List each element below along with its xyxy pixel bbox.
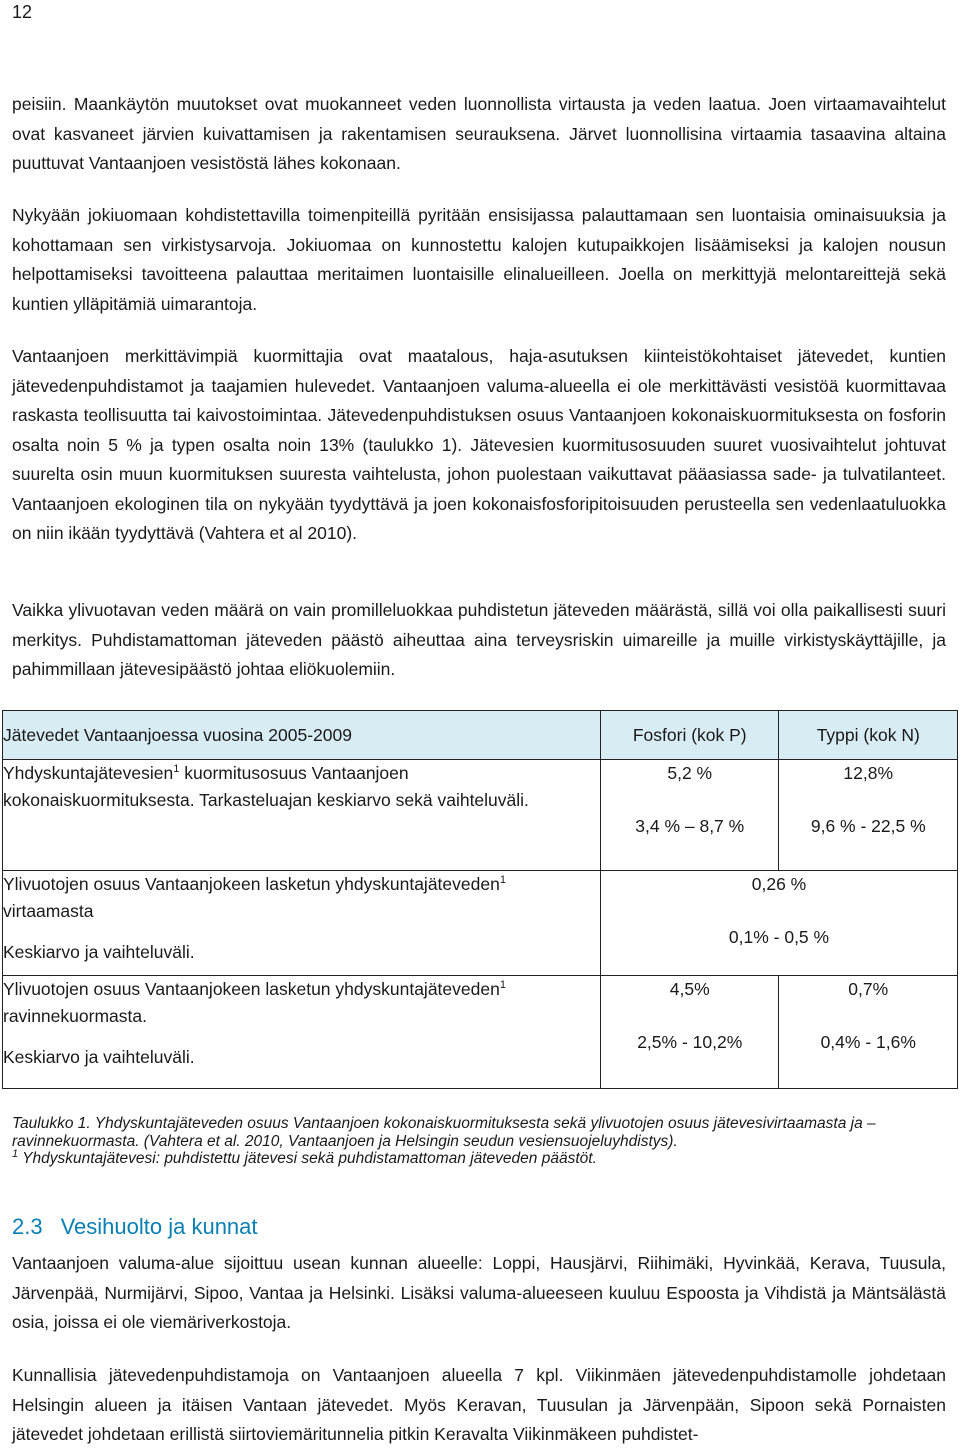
table-row [3, 976, 958, 1089]
table-row [3, 871, 958, 976]
table-header-cell: Fosfori (kok P) [601, 711, 779, 760]
table-value-cell: 5,2 % 3,4 % – 8,7 % [601, 760, 779, 871]
table-header-cell: Typpi (kok N) [779, 711, 958, 760]
page-number: 12 [12, 2, 33, 22]
paragraph-river-restoration: Nykyään jokiuomaan kohdistettavilla toimenpiteillä pyritään ensisijassa palauttamaan sen luontaisia ominaisuuksia ja kohottamaan sen virkistysarvoja. Jokiuomaa on kunnostettu kalojen kutupaikkojen lisäämiseksi ja kalojen nousun helpottamiseksi tavoitteena palauttaa meritaimen luontaisille elinalueilleen. Joella on merkittyjä melontareittejä sekä kuntien ylläpitämiä uimarantoja. [12, 205, 946, 314]
table-caption [12, 1115, 932, 1168]
table-value-cell: 12,8% 9,6 % - 22,5 % [779, 760, 958, 871]
table-header-cell: Jätevedet Vantaanjoessa vuosina 2005-2009 [3, 711, 601, 760]
section-heading [12, 1214, 258, 1240]
caption-footnote: $^1$ Yhdyskuntajätevesi: puhdistettu jätevesi sekä puhdistamattoman jäteveden päästöt. [12, 1147, 597, 1167]
section-number: 2.3 [12, 1214, 43, 1239]
caption-text: Taulukko 1. Yhdyskuntajäteveden osuus Vantaanjoen kokonaiskuormituksesta sekä ylivuotojen osuus jätevesivirtaamasta ja –ravinnekuormasta. (Vahtera et al. 2010, Vantaanjoen ja Helsingin seudun vesiensuojeluyhdistys). [12, 1115, 876, 1150]
wastewater-table [2, 710, 958, 1089]
paragraph-pollution-sources: Vantaanjoen merkittävimpiä kuormittajia ovat maatalous, haja-asutuksen kiinteistökohtaiset jätevedet, kuntien jätevedenpuhdistamot ja taajamien hulevedet. Vantaanjoen valuma-alueella ei ole merkittävästi vesistöä kuormittavaa raskasta teollisuutta tai kaivostoimintaa. Jätevedenpuhdistuksen osuus Vantaanjoen kokonaiskuormituksesta on fosforin osalta noin 5 % ja typen osalta noin 13% (taulukko 1). Jätevesien kuormitusosuuden suuret vuosivaihtelut johtuvat suurelta osin muun kuormituksen suuresta vaihtelusta, johon puolestaan vaikuttavat pääasiassa sade- ja tulvatilanteet. Vantaanjoen ekologinen tila on nykyään tyydyttävä ja joen kokonaisfosforipitoisuuden perusteella sen vedenlaatuluokka on niin ikään tyydyttävä (Vahtera et al 2010). [12, 346, 946, 543]
table-label-cell: Ylivuotojen osuus Vantaanjokeen lasketun yhdyskuntajäteveden$^1$ ravinnekuormasta. Keskiarvo ja vaihteluväli. [3, 976, 601, 1089]
table-label-cell: Yhdyskuntajätevesien$^1$ kuormitusosuus Vantaanjoen kokonaiskuormituksesta. Tarkasteluajan keskiarvo sekä vaihteluväli. [3, 760, 601, 871]
paragraph-land-use: peisiin. Maankäytön muutokset ovat muokanneet veden luonnollista virtausta ja veden laatua. Joen virtaamavaihtelut ovat kasvaneet järvien kuivattamisen ja rakentamisen seurauksena. Järvet luonnollisina virtaamia tasaavina altaina puuttuvat Vantaanjoen vesistöstä lähes kokonaan. [12, 94, 946, 173]
paragraph-treatment-plants: Kunnallisia jätevedenpuhdistamoja on Vantaanjoen alueella 7 kpl. Viikinmäen jätevedenpuhdistamolle johdetaan Helsingin alueen ja itäisen Vantaan jätevedet. Myös Keravan, Tuusulan ja Järvenpään, Sipoon sekä Pornaisten jätevedet johdetaan erillistä siirtoviemäritunnelia pitkin Keravalta Viikinmäkeen puhdistet- [12, 1365, 946, 1444]
table-value-cell: 0,7% 0,4% - 1,6% [779, 976, 958, 1089]
table-label-cell: Ylivuotojen osuus Vantaanjokeen lasketun yhdyskuntajäteveden$^1$ virtaamasta Keskiarvo ja vaihteluväli. [3, 871, 601, 976]
table-row [3, 760, 958, 871]
table-value-cell: 4,5% 2,5% - 10,2% [601, 976, 779, 1089]
table-value-cell: 0,26 % 0,1% - 0,5 % [601, 871, 958, 976]
table-header-row [3, 711, 958, 760]
paragraph-municipalities: Vantaanjoen valuma-alue sijoittuu usean kunnan alueelle: Loppi, Hausjärvi, Riihimäki, Hyvinkää, Kerava, Tuusula, Järvenpää, Nurmijärvi, Sipoo, Vantaa ja Helsinki. Lisäksi valuma-alueeseen kuuluu Espoosta ja Vihdistä ja Mäntsälästä osia, joissa ei ole viemäriverkostoja. [12, 1253, 946, 1332]
paragraph-overflow-risk: Vaikka ylivuotavan veden määrä on vain promilleluokkaa puhdistetun jäteveden määrästä, sillä voi olla paikallisesti suuri merkitys. Puhdistamattoman jäteveden päästö aiheuttaa aina terveysriskin uimareille ja muille virkistyskäyttäjille, ja pahimmillaan jätevesipäästö johtaa eliökuolemiin. [12, 600, 946, 679]
section-title: Vesihuolto ja kunnat [60, 1214, 258, 1239]
